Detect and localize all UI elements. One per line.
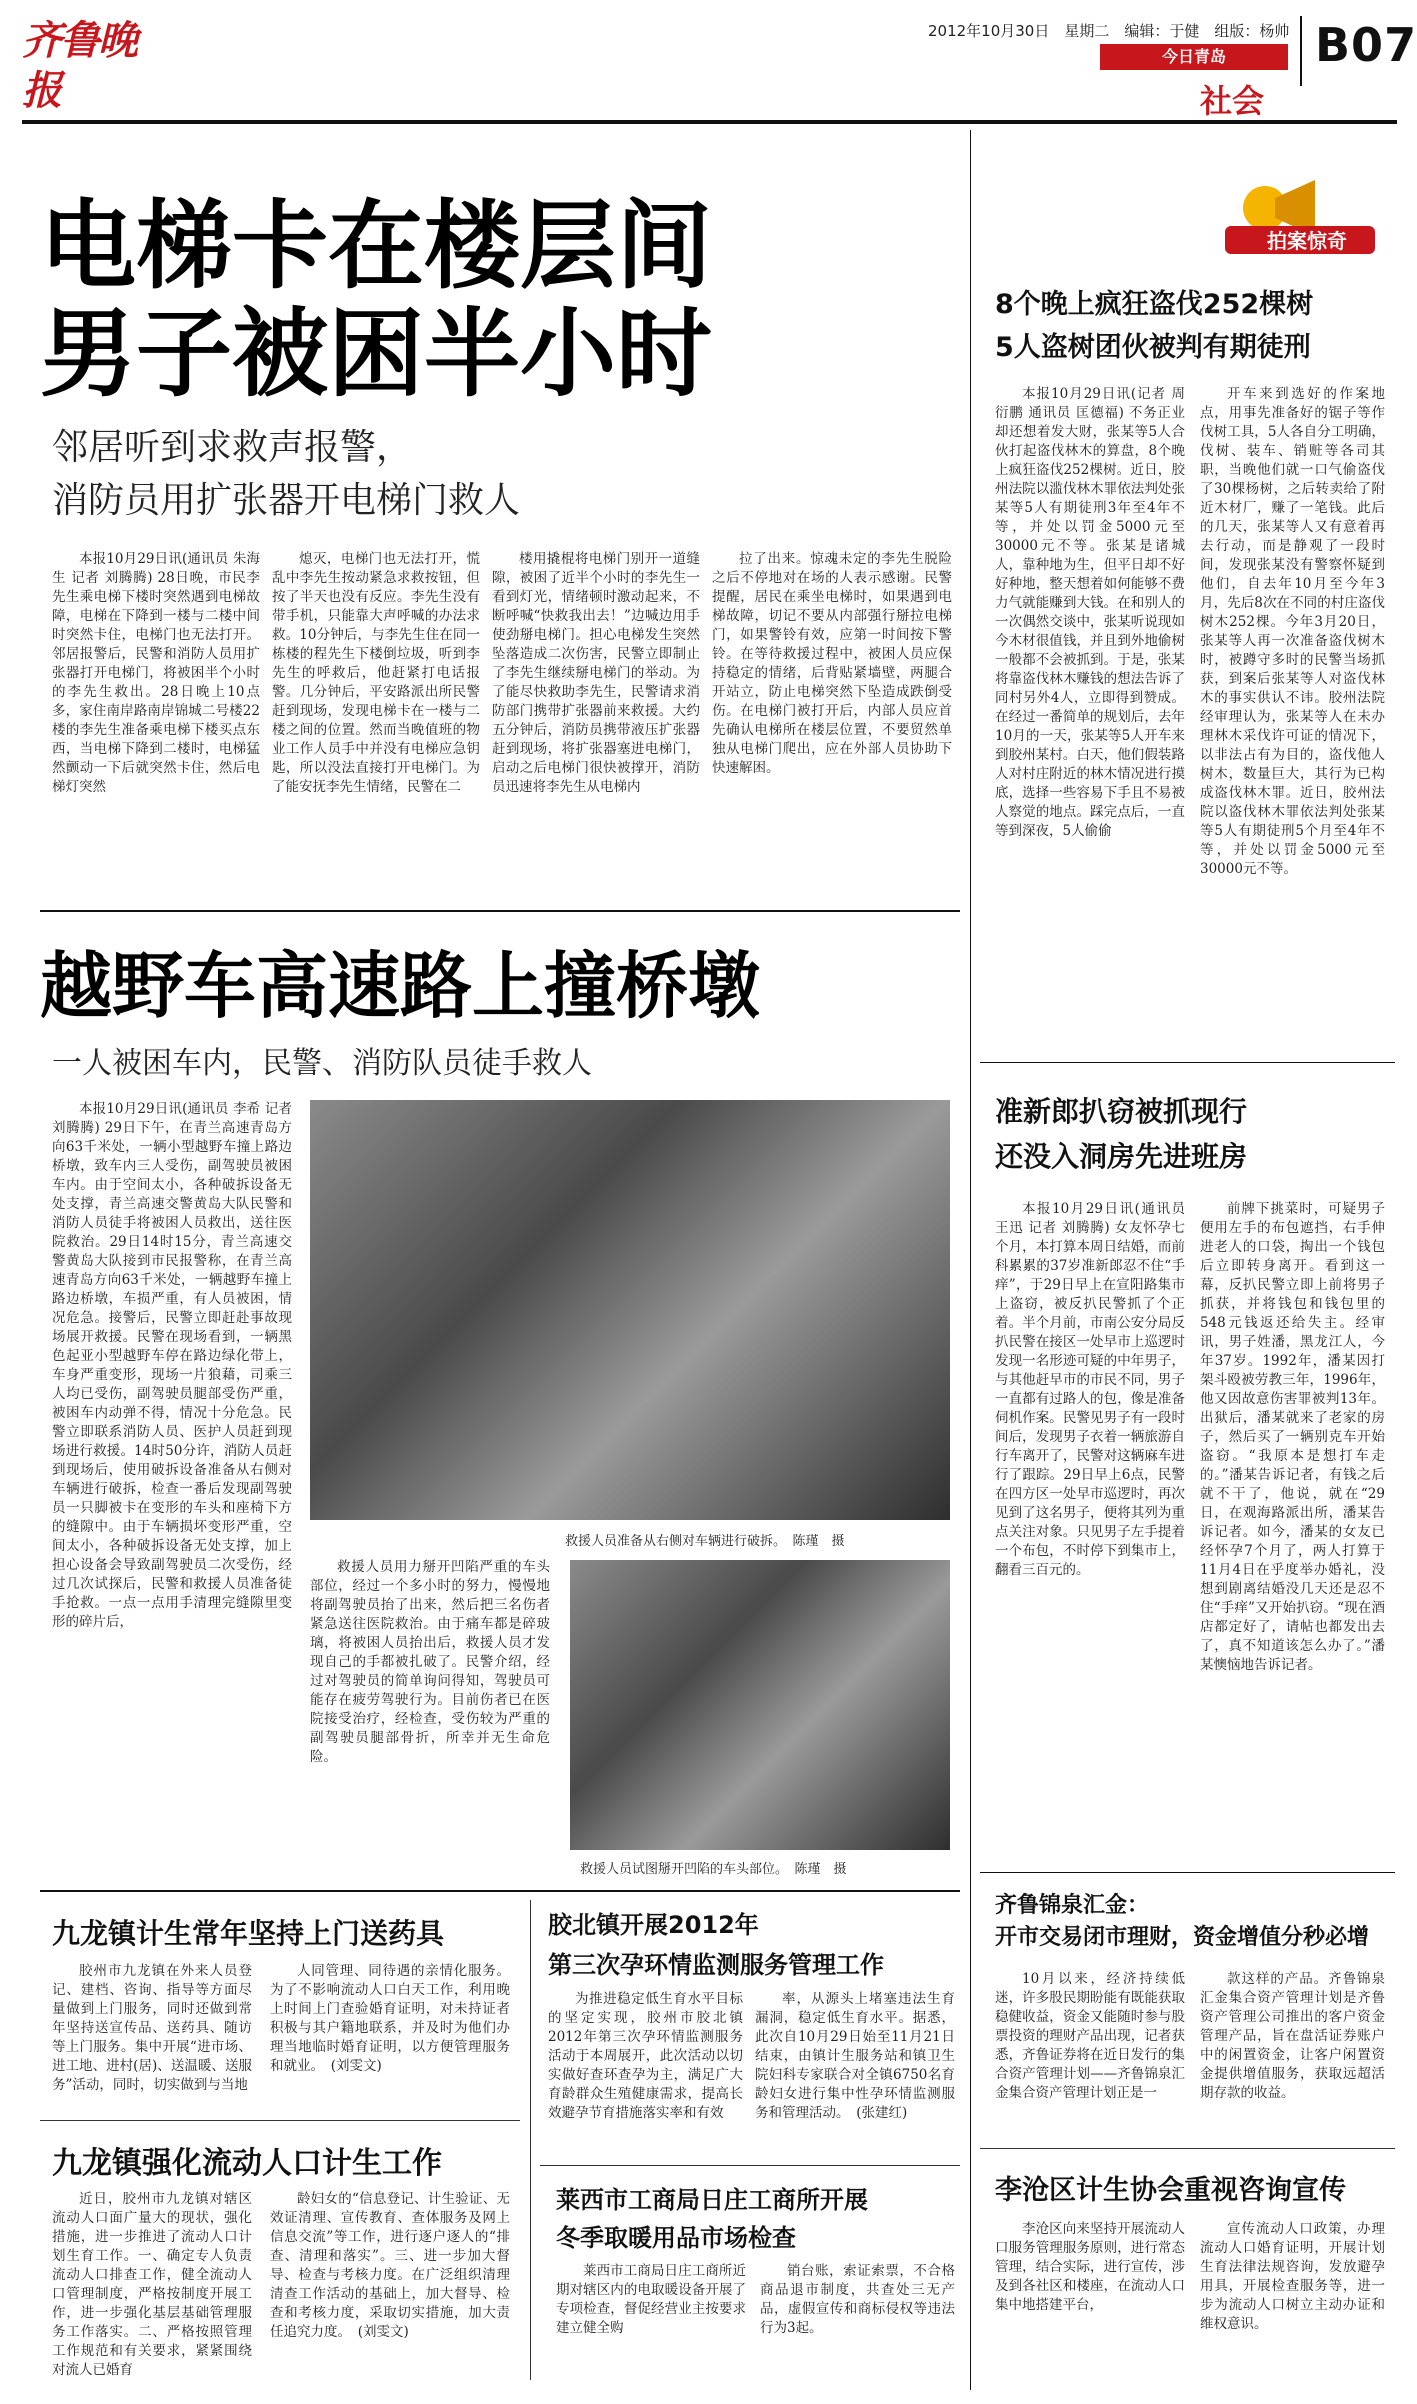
divider-b-vertical [530, 1900, 531, 2380]
divider-s1 [980, 1062, 1395, 1063]
sidebar2-col2: 前牌下挑菜时，可疑男子便用左手的布包遮挡，右手伸进老人的口袋，掏出一个钱包后立即转身离开。看到这一幕，反扒民警立即上前将男子抓获，并将钱包和钱包里的548元钱返还给失主。经审讯，男子姓潘，黑龙江人，今年37岁。1992年，潘某因打架斗殴被劳教三年，1996年，他又因故意伤害罪被判13年。出狱后，潘某就来了老家的房子，然后买了一辆别克车开始盗窃。“我原本是想打车走的。”潘某告诉记者，有钱之后就不干了，他说，就在“29日，在观海路派出所，潘某告诉记者。如今，潘某的女友已经怀孕7个月了，两人打算于11月4日在乎度举办婚礼，没想到剧离结婚没几天还是忍不住“手痒”又开始扒窃。“现在酒店都定好了，请帖也都发出去了，真不知道该怎么办了。”潘某懊恼地告诉记者。 [1200, 1201, 1385, 1673]
sidebar2-title-line2: 还没入洞房先进班房 [995, 1140, 1248, 1173]
bottom4-col1: 莱西市工商局日庄工商所近期对辖区内的电取暖设备开展了专项检查，督促经营业主按要求建立健全购 [556, 2263, 746, 2336]
sidebar3-col1: 10月以来，经济持续低迷，许多股民期盼能有既能获取稳健收益，资金又能随时参与股票投资的理财产品出现，记者获悉，齐鲁证券将在近日发行的集合资产管理计划——齐鲁锦泉汇金集合资产管理计划正是一 [995, 1971, 1185, 2101]
sidebar2-title-line1: 准新郎扒窃被抓现行 [995, 1095, 1248, 1128]
page-number: B07 [1315, 18, 1417, 72]
bottom3-title-line1: 胶北镇开展2012年 [548, 1911, 759, 1939]
badge-pai-an-jing-qi [1205, 168, 1385, 258]
article2-col1: 本报10月29日讯(通讯员 李希 记者 刘腾腾) 29日下午，在青兰高速青岛方向63千米处，一辆小型越野车撞上路边桥墩，致车内三人受伤，副驾驶员被困车内。由于空间太小，各种破拆设备无处支撑，青兰高速交警黄岛大队民警和消防人员徒手将被困人员救出，送往医院救治。29日14时15分，青兰高速交警黄岛大队接到市民报警称，在青兰高速青岛方向63千米处，一辆越野车撞上路边桥墩，车损严重，有人员被困，情况危急。接警后，民警立即赶赴事故现场展开救援。民警在现场看到，一辆黑色起亚小型越野车停在路边绿化带上，车身严重变形，现场一片狼藉，司乘三人均已受伤，副驾驶员腿部受伤严重，被困车内动弹不得，情况十分危急。民警立即联系消防人员、医护人员赶到现场进行救援。14时50分许，消防人员赶到现场后，使用破拆设备准备从右侧对车辆进行破拆，检查一番后发现副驾驶员一只脚被卡在变形的车头和座椅下方的缝隙中。由于车辆损坏变形严重，空间太小，各种破拆设备无处支撑，加上担心设备会导致副驾驶员二次受伤，经过几次试探后，民警和救援人员准备徒手抢救。一点一点用手清理完缝隙里变形的碎片后， [52, 1101, 292, 1630]
badge-label: 拍案惊奇 [1267, 229, 1347, 253]
divider-right-column [970, 130, 971, 2390]
sidebar2-col1: 本报10月29日讯(通讯员 王迅 记者 刘腾腾) 女友怀孕七个月，本打算本周日结婚，而前科累累的37岁准新郎忍不住“手痒”，于29日早上在宣阳路集市上盗窃，被反扒民警抓了个正着。半个月前，市南公安分局反扒民警在接区一处早市上巡逻时发现一名形迹可疑的中年男子，与其他赶早市的市民不同，男子一直都有过路人的包，像是准备伺机作案。民警见男子有一段时间后，发现男子衣着一辆旅游自行车离开了，民警对这辆麻车进行了跟踪。29日早上6点，民警在四方区一处早市巡逻时，再次见到了这名男子，便将其列为重点关注对象。只见男子左手提着一个布包，不时停下到集市上，翻看三百元的。 [995, 1201, 1185, 1578]
dateline: 2012年10月30日 星期二 编辑：于健 组版：杨帅 [928, 22, 1290, 40]
sidebar3-title-line2: 开市交易闭市理财，资金增值分秒必增 [995, 1925, 1370, 1950]
sidebar4-col1: 李沧区向来坚持开展流动人口服务管理服务原则，进行常态管理，结合实际，进行宣传，涉及到各社区和楼座，在流动人口集中地搭建平台， [995, 2221, 1185, 2313]
bottom2-title: 九龙镇强化流动人口计生工作 [52, 2146, 442, 2181]
divider-s2 [980, 1872, 1395, 1873]
divider-a2 [40, 1890, 960, 1892]
article2-title: 越野车高速路上撞桥墩 [40, 944, 761, 1028]
article2-col2: 救援人员用力掰开凹陷严重的车头部位，经过一个多小时的努力，慢慢地将副驾驶员抬了出来，然后把三名伤者紧急送往医院救治。由于痛车都是碎玻璃，将被困人员抬出后，救援人员才发现自己的手都被扎破了。民警介绍，经过对驾驶员的简单询问得知，驾驶员可能存在疲劳驾驶行为。目前伤者已在医院接受治疗，经检查，受伤较为严重的副驾驶员腿部骨折，所幸并无生命危险。 [310, 1559, 550, 1765]
divider-b3 [540, 2165, 960, 2166]
article1-title-line1: 电梯卡在楼层间 [40, 190, 712, 302]
article1-subtitle-line2: 消防员用扩张器开电梯门救人 [52, 480, 521, 521]
bottom3-title-line2: 第三次孕环情监测服务管理工作 [548, 1951, 884, 1979]
divider-b1 [40, 2120, 520, 2121]
masthead-rule [22, 120, 1397, 124]
divider-a1 [40, 910, 960, 912]
sidebar1-col2: 开车来到选好的作案地点，用事先准备好的锯子等作伐树工具，5人各自分工明确，伐树、装车、销赃等各司其职，当晚他们就一口气偷盗伐了30棵杨树，之后转卖给了附近木材厂，赚了一笔钱。此后的几天，张某等人又有意着再去行动，而是静观了一段时间，发现张某没有警察怀疑到他们，自去年10月至今年3月，先后8次在不同的村庄盗伐树木252棵。今年3月20日，张某等人再一次准备盗伐树木时，被蹲守多时的民警当场抓获，到案后张某等人对盗伐林木的事实供认不讳。胶州法院经审理认为，张某等人在未办理林木采伐许可证的情况下，以非法占有为目的，盗伐他人树木，数量巨大，其行为已构成盗伐林木罪。近日，胶州法院以盗伐林木罪依法判处张某等5人有期徒刑5个月至4年不等，并处以罚金5000元至30000元不等。 [1200, 386, 1385, 877]
photo-rescue-car [310, 1100, 950, 1520]
sidebar1-col1: 本报10月29日讯(记者 周衍鹏 通讯员 匡德福) 不务正业却还想着发大财，张某等5人合伙打起盗伐林木的算盘，8个晚上疯狂盗伐252棵树。近日，胶州法院以滥伐林木罪依法判处张某等5人有期徒刑3年至4年不等，并处以罚金5000元至30000元不等。张某是诸城人，靠种地为生，但平日却不好好种地，整天想着如何能够不费力气就能赚到大钱。在和别人的一次偶然交谈中，张某听说现如今木材很值钱，并且到外地偷树一般都不会被抓到。于是，张某将靠盗伐林木赚钱的想法告诉了同村另外4人，立即得到赞成。在经过一番简单的规划后，去年10月的一天，张某等5人开车来到胶州某村。白天，他们假装路人对村庄附近的林木情况进行摸底，选择一些容易下手且不易被人察觉的地点。踩完点后，一直等到深夜，5人偷偷 [995, 386, 1185, 839]
divider-s3 [980, 2148, 1395, 2149]
bottom2-col1: 近日，胶州市九龙镇对辖区流动人口面广量大的现状，强化措施，进一步推进了流动人口计划生育工作。一、确定专人负责流动人口排查工作，健全流动人口管理制度，严格按制度开展工作，进一步强化基层基础管理服务工作落实。二、严格按照管理工作规范和有关要求，紧紧围绕对流人已婚育 [52, 2191, 252, 2378]
edition-label: 今日青岛 [1100, 44, 1288, 70]
article1-col2: 熄灭，电梯门也无法打开，慌乱中李先生按动紧急求救按钮，但按了半天也没有反应。李先生没有带手机，只能靠大声呼喊的办法求救。10分钟后，与李先生住在同一栋楼的程先生下楼倒垃圾，听到李先生的呼救后，他赶紧打电话报警。几分钟后，平安路派出所民警赶到现场，发现电梯卡在一楼与二楼之间的位置。然而当晚值班的物业工作人员手中并没有电梯应急钥匙，所以没法直接打开电梯门。为了能安抚李先生情绪，民警在二 [272, 551, 480, 795]
sidebar1-title-line1: 8个晚上疯狂盗伐252棵树 [995, 289, 1314, 320]
bottom1-col2: 人同管理、同待遇的亲情化服务。为了不影响流动人口白天工作，利用晚上时间上门查验婚育证明，对未持证者积极与其户籍地联系，并及时为他们办理当地临时婚育证明，以方便管理服务和就业。 (刘雯文) [270, 1963, 510, 2074]
bottom1-col1: 胶州市九龙镇在外来人员登记、建档、咨询、指导等方面尽量做到上门服务，同时还做到常年坚持送宣传品、送药具、随访等上门服务。集中开展“进市场、进工地、进村(居)、送温暖、送服务”活动，同时，切实做到与当地 [52, 1963, 252, 2093]
page-divider [1300, 16, 1302, 86]
bottom3-col2: 率，从源头上堵塞违法生育漏洞，稳定低生育水平。据悉，此次自10月29日始至11月21日结束，由镇计生服务站和镇卫生院妇科专家联合对全镇6750名育龄妇女进行集中性孕环情监测服务和管理活动。 (张建红) [755, 1991, 955, 2121]
bottom1-title: 九龙镇计生常年坚持上门送药具 [52, 1917, 445, 1950]
bottom4-title-line1: 莱西市工商局日庄工商所开展 [556, 2186, 868, 2214]
bottom4-title-line2: 冬季取暖用品市场检查 [556, 2224, 796, 2252]
photo-caption-2: 救援人员试图掰开凹陷的车头部位。 陈瑾 摄 [580, 1862, 847, 1877]
bottom2-col2: 龄妇女的“信息登记、计生验证、无效证清理、宣传教育、查体服务及网上信息交流”等工作，进行逐户逐人的“排查、清理和落实”。三、进一步加大督导、检查与考核力度。在广泛组织清理清查工作活动的基础上，加大督导、检查和考核力度，采取切实措施，加大责任追究力度。 (刘雯文) [270, 2191, 510, 2340]
article1-col3: 楼用撬棍将电梯门别开一道缝隙，被困了近半个小时的李先生一看到灯光，情绪顿时激动起来，不断呼喊“快救我出去！”边喊边用手使劲掰电梯门。担心电梯发生突然坠落造成二次伤害，民警立即制止了李先生继续掰电梯门的举动。为了能尽快救助李先生，民警请求消防部门携带扩张器前来救援。大约五分钟后，消防员携带液压扩张器赶到现场，将扩张器塞进电梯门，启动之后电梯门很快被撑开，消防员迅速将李先生从电梯内 [492, 551, 700, 795]
article1-title-line2: 男子被困半小时 [40, 298, 712, 410]
article1-col4: 拉了出来。惊魂未定的李先生脱险之后不停地对在场的人表示感谢。民警提醒，居民在乘坐电梯时，如果遇到电梯故障，切记不要从内部强行掰拉电梯门，如果警铃有效，应第一时间按下警铃。在等待救援过程中，被困人员应保持稳定的情绪，后背贴紧墙壁，两腿合开站立，防止电梯突然下坠造成跌倒受伤。在电梯门被打开后，内部人员应首先确认电梯所在楼层位置，不要贸然单独从电梯门爬出，应在外部人员协助下快速解困。 [712, 551, 952, 776]
photo-rescue-crushed-front [570, 1560, 950, 1850]
bottom4-col2: 销台账，索证索票，不合格商品退市制度，共查处三无产品，虚假宣传和商标侵权等违法行为3起。 [760, 2263, 955, 2336]
bottom3-col1: 为推进稳定低生育水平目标的坚定实现，胶州市胶北镇2012年第三次孕环情监测服务活动于本周展开，此次活动以切实做好查环查孕为主，满足广大育龄群众生殖健康需求，提高长效避孕节育措施落实率和有效 [548, 1991, 743, 2121]
sidebar1-title-line2: 5人盗树团伙被判有期徒刑 [995, 332, 1311, 363]
article1-col1: 本报10月29日讯(通讯员 朱海生 记者 刘腾腾) 28日晚，市民李先生乘电梯下楼时突然遇到电梯故障，电梯在下降到一楼与二楼中间时突然卡住，电梯门也无法打开。邻居报警后，民警和消防人员用扩张器打开电梯门，将被困半个小时的李先生救出。28日晚上10点多，家住南岸路南岸锦城二号楼22楼的李先生准备乘电梯下楼买点东西，当电梯下降到二楼时，电梯猛然颤动一下后就突然卡住，然后电梯灯突然 [52, 551, 260, 795]
sidebar4-col2: 宣传流动人口政策，办理流动人口婚育证明，开展计划生育法律法规咨询，发放避孕用具，开展检查服务等，进一步为流动人口树立主动办证和维权意识。 [1200, 2221, 1385, 2332]
section-label: 社会 [1200, 82, 1265, 120]
article1-subtitle-line1: 邻居听到求救声报警， [52, 427, 413, 468]
photo-caption-1: 救援人员准备从右侧对车辆进行破拆。 陈瑾 摄 [565, 1534, 845, 1549]
sidebar3-title-line1: 齐鲁锦泉汇金： [995, 1893, 1150, 1918]
article2-subtitle: 一人被困车内，民警、消防队员徒手救人 [52, 1046, 592, 1081]
sidebar3-col2: 款这样的产品。齐鲁锦泉汇金集合资产管理计划是齐鲁资产管理公司推出的客户资金管理产品，旨在盘活证券账户中的闲置资金，让客户闲置资金提供增值服务，获取远超活期存款的收益。 [1200, 1971, 1385, 2101]
sidebar4-title: 李沧区计生协会重视咨询宣传 [995, 2175, 1346, 2206]
newspaper-logo: 齐鲁晚报 [22, 17, 136, 114]
